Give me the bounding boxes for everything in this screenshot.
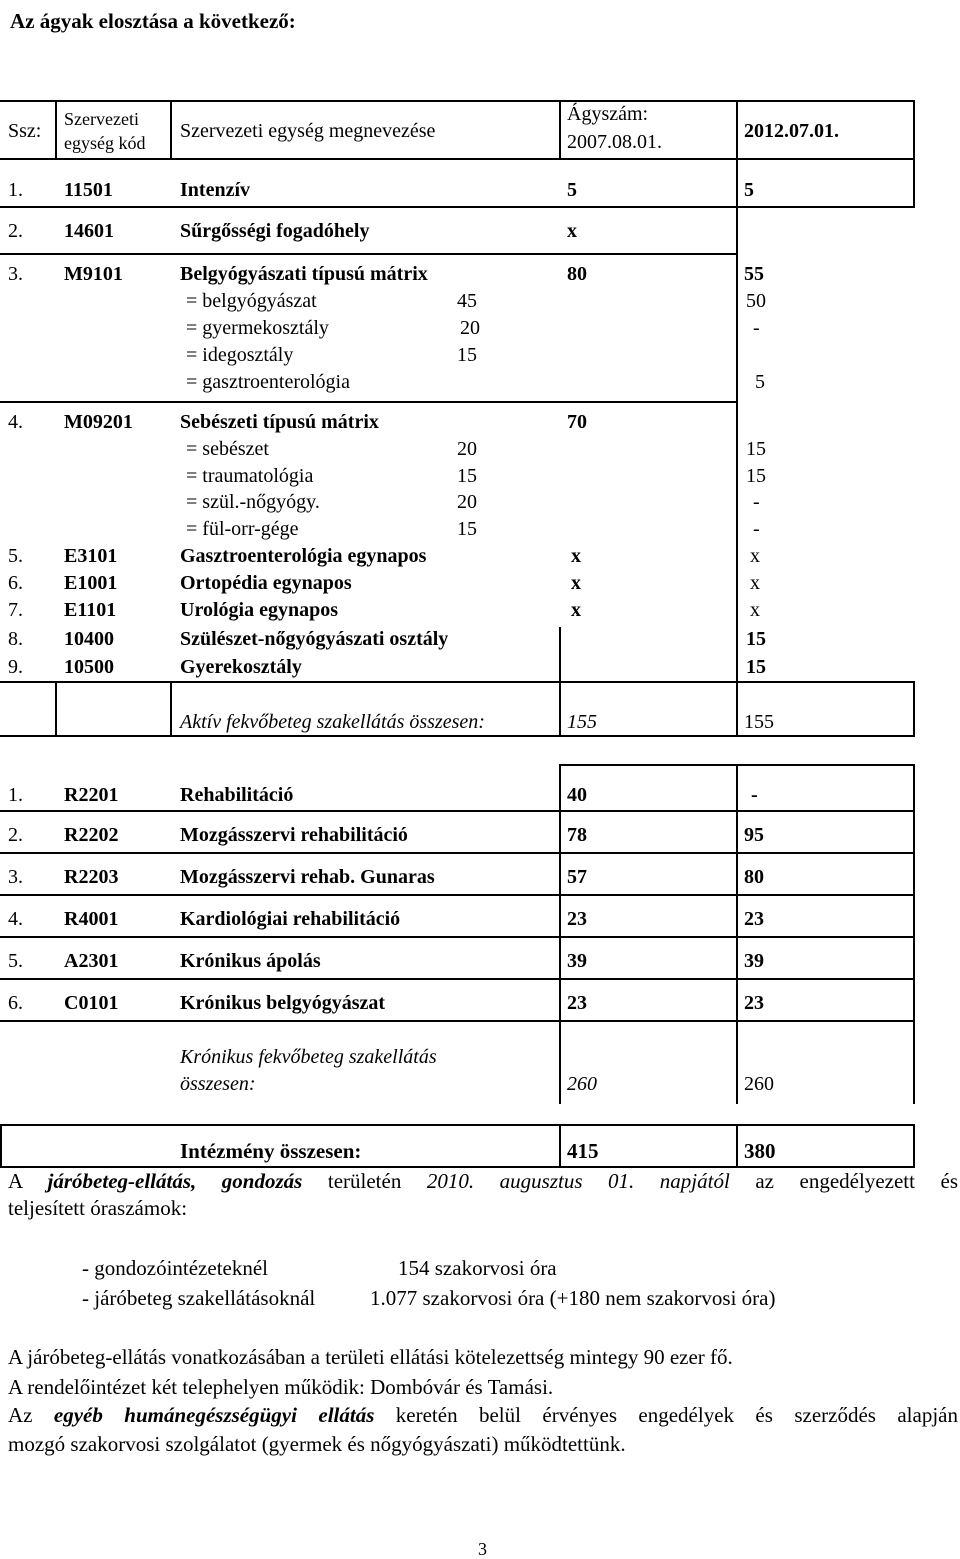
sub-item-beds-2012: 15 [746, 438, 766, 460]
sub-item-beds-2012: 5 [755, 371, 765, 393]
sub-item-name: = gasztroenterológia [186, 371, 350, 393]
row-beds-2007: x [571, 545, 581, 567]
row-name: Urológia egynapos [180, 599, 338, 621]
text-span: területén [302, 1169, 427, 1193]
sub-item-value: 15 [457, 344, 477, 366]
row-number: 7. [8, 599, 23, 621]
row-beds-2007: x [571, 599, 581, 621]
header-code-line1: Szervezeti [64, 109, 139, 129]
row-code: C0101 [64, 992, 119, 1014]
outpatient-paragraph-line2: teljesített óraszámok: [8, 1196, 188, 1220]
row-number: 6. [8, 992, 23, 1014]
row-name: Mozgásszervi rehabilitáció [180, 824, 408, 846]
chronic-total-label-line2: összesen: [180, 1073, 256, 1095]
row-name: Ortopédia egynapos [180, 572, 352, 594]
list-item-value: 1.077 szakorvosi óra (+180 nem szakorvosi óra) [370, 1286, 776, 1310]
text-span: az engedélyezett és [729, 1169, 958, 1193]
row-beds-2007: 70 [567, 411, 587, 433]
row-code: R2201 [64, 784, 119, 806]
row-code: 10500 [64, 656, 114, 678]
row-name: Sűrgősségi fogadóhely [180, 220, 370, 242]
text-span-bold-italic: járóbeteg-ellátás, gondozás [47, 1169, 303, 1193]
sub-item-value: 45 [457, 290, 477, 312]
row-number: 3. [8, 866, 23, 888]
text-span: A [8, 1169, 48, 1193]
sub-item-name: = idegosztály [186, 344, 294, 366]
institution-total-label: Intézmény összesen: [180, 1139, 362, 1163]
row-code: 11501 [64, 179, 113, 201]
text-span-italic: 2010. augusztus 01. napjától [426, 1169, 730, 1193]
sub-item-name: = szül.-nőgyógy. [186, 491, 320, 513]
row-beds-2012: 80 [744, 866, 764, 888]
header-ssz: Ssz: [8, 120, 42, 142]
row-name: Szülészet-nőgyógyászati osztály [180, 628, 449, 650]
text-span: keretén belül érvényes engedélyek és szerződés alapján [374, 1403, 958, 1427]
row-beds-2012: x [750, 572, 760, 594]
row-name: Gasztroenterológia egynapos [180, 545, 427, 567]
row-number: 9. [8, 656, 23, 678]
row-beds-2012: - [751, 784, 758, 806]
row-code: M9101 [64, 263, 123, 285]
row-number: 4. [8, 908, 23, 930]
row-number: 5. [8, 950, 23, 972]
row-beds-2007: 23 [567, 908, 587, 930]
row-number: 6. [8, 572, 23, 594]
row-beds-2007: 40 [567, 784, 587, 806]
row-beds-2007: 39 [567, 950, 587, 972]
row-code: R4001 [64, 908, 119, 930]
chronic-total-2007: 260 [567, 1073, 597, 1095]
row-beds-2012: 23 [744, 992, 764, 1014]
header-beds-line2: 2007.08.01. [567, 131, 662, 153]
row-number: 2. [8, 220, 23, 242]
active-total-2012: 155 [744, 711, 774, 733]
row-beds-2012: 15 [746, 656, 766, 678]
row-beds-2012: 15 [746, 628, 766, 650]
row-beds-2007: x [567, 220, 577, 242]
row-beds-2012: x [750, 545, 760, 567]
row-number: 3. [8, 263, 23, 285]
row-number: 8. [8, 628, 23, 650]
row-beds-2007: 23 [567, 992, 587, 1014]
mobile-service-paragraph-line1 [8, 1405, 958, 1426]
row-code: R2202 [64, 824, 119, 846]
sub-item-name: = fül-orr-gége [186, 518, 299, 540]
row-number: 5. [8, 545, 23, 567]
row-beds-2007: 80 [567, 263, 587, 285]
active-total-label: Aktív fekvőbeteg szakellátás összesen: [180, 711, 485, 733]
sub-item-beds-2012: - [753, 317, 760, 339]
sub-item-value: 15 [457, 465, 477, 487]
row-name: Mozgásszervi rehab. Gunaras [180, 866, 435, 888]
row-code: A2301 [64, 950, 119, 972]
row-name: Krónikus ápolás [180, 950, 321, 972]
header-date-2012: 2012.07.01. [744, 120, 839, 142]
page-heading: Az ágyak elosztása a következő: [10, 9, 296, 33]
header-unit-name: Szervezeti egység megnevezése [180, 120, 436, 142]
row-number: 1. [8, 784, 23, 806]
row-code: E3101 [64, 545, 118, 567]
sub-item-beds-2012: - [753, 518, 760, 540]
row-name: Intenzív [180, 179, 250, 201]
row-beds-2007: x [571, 572, 581, 594]
institution-total-2012: 380 [744, 1139, 776, 1163]
row-name: Krónikus belgyógyászat [180, 992, 386, 1014]
sub-item-beds-2012: - [753, 491, 760, 513]
row-name: Belgyógyászati típusú mátrix [180, 263, 428, 285]
row-beds-2012: 5 [744, 179, 754, 201]
row-number: 4. [8, 411, 23, 433]
sub-item-value: 15 [457, 518, 477, 540]
list-item-label: - járóbeteg szakellátásoknál [82, 1286, 316, 1310]
row-number: 1. [8, 179, 23, 201]
row-code: M09201 [64, 411, 133, 433]
row-beds-2012: 55 [744, 263, 764, 285]
row-name: Sebészeti típusú mátrix [180, 411, 379, 433]
row-beds-2007: 78 [567, 824, 587, 846]
row-code: R2203 [64, 866, 119, 888]
row-code: E1101 [64, 599, 117, 621]
row-beds-2012: x [750, 599, 760, 621]
header-code-line2: egység kód [64, 133, 146, 153]
sub-item-value: 20 [460, 317, 480, 339]
row-name: Gyerekosztály [180, 656, 302, 678]
sub-item-name: = belgyógyászat [186, 290, 317, 312]
sub-item-beds-2012: 50 [746, 290, 766, 312]
row-code: E1001 [64, 572, 118, 594]
row-beds-2007: 5 [567, 179, 577, 201]
header-beds-line1: Ágyszám: [567, 103, 649, 125]
list-item-value: 154 szakorvosi óra [398, 1256, 557, 1280]
row-code: 10400 [64, 628, 114, 650]
row-beds-2012: 39 [744, 950, 764, 972]
sites-paragraph: A rendelőintézet két telephelyen működik: Dombóvár és Tamási. [8, 1375, 554, 1399]
row-name: Kardiológiai rehabilitáció [180, 908, 401, 930]
text-span-bold-italic: egyéb humánegészségügyi ellátás [53, 1403, 375, 1427]
sub-item-name: = gyermekosztály [186, 317, 329, 339]
row-number: 2. [8, 824, 23, 846]
list-item-label: - gondozóintézeteknél [82, 1256, 269, 1280]
row-code: 14601 [64, 220, 114, 242]
institution-total-2007: 415 [567, 1139, 599, 1163]
chronic-total-2012: 260 [744, 1073, 774, 1095]
sub-item-name: = traumatológia [186, 465, 314, 487]
row-beds-2012: 23 [744, 908, 764, 930]
sub-item-beds-2012: 15 [746, 465, 766, 487]
row-name: Rehabilitáció [180, 784, 294, 806]
outpatient-paragraph-line1 [8, 1171, 958, 1192]
active-total-2007: 155 [567, 711, 597, 733]
chronic-total-label-line1: Krónikus fekvőbeteg szakellátás [180, 1046, 437, 1068]
sub-item-value: 20 [457, 438, 477, 460]
sub-item-name: = sebészet [186, 438, 269, 460]
row-beds-2007: 57 [567, 866, 587, 888]
sub-item-value: 20 [457, 491, 477, 513]
page-number: 3 [478, 1539, 487, 1559]
catchment-paragraph: A járóbeteg-ellátás vonatkozásában a területi ellátási kötelezettség mintegy 90 ezer fő. [8, 1345, 733, 1369]
text-span: Az [8, 1403, 54, 1427]
mobile-service-paragraph-line2: mozgó szakorvosi szolgálatot (gyermek és nőgyógyászati) működtettünk. [8, 1432, 626, 1456]
row-beds-2012: 95 [744, 824, 764, 846]
